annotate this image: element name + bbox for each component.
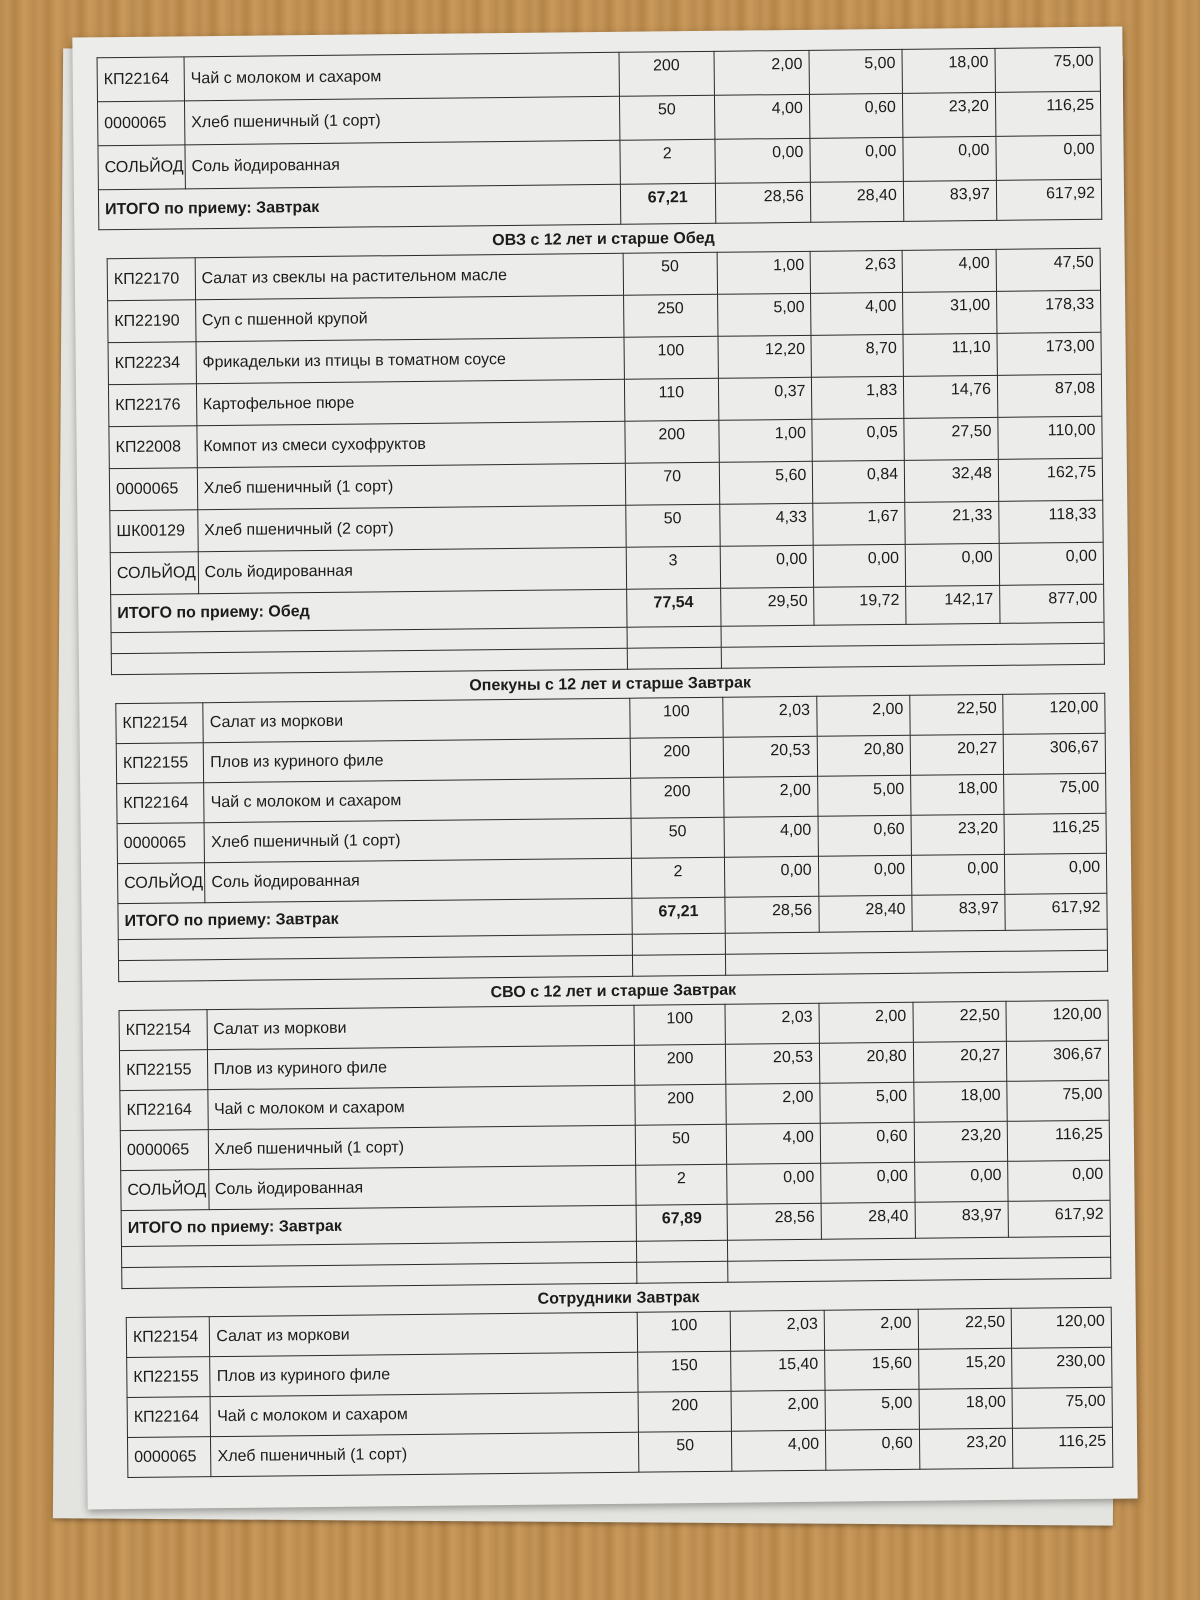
nutrition-value: 0,00 [818, 855, 912, 896]
nutrition-value: 27,50 [904, 417, 998, 460]
nutrition-value: 306,67 [1007, 1040, 1109, 1081]
dish-name: Хлеб пшеничный (1 сорт) [184, 96, 619, 145]
nutrition-value: 18,00 [913, 1081, 1007, 1122]
dish-name: Салат из моркови [210, 1312, 638, 1356]
nutrition-value: 15,20 [918, 1348, 1012, 1389]
dish-code: КП22164 [117, 783, 205, 824]
nutrition-value: 5,00 [809, 49, 902, 94]
nutrition-value: 0,00 [720, 545, 814, 588]
dish-code: КП22155 [116, 743, 204, 784]
dish-name: Чай с молоком и сахаром [204, 778, 631, 822]
nutrition-value: 0,00 [821, 1162, 915, 1203]
nutrition-value: 120,00 [1003, 693, 1105, 734]
dish-name: Хлеб пшеничный (2 сорт) [197, 505, 626, 551]
nutrition-value: 0,60 [809, 93, 902, 138]
empty-cell [627, 647, 721, 669]
empty-cell [632, 933, 726, 955]
portion-weight: 100 [624, 336, 718, 379]
nutrition-value: 8,70 [811, 334, 903, 377]
portion-weight: 200 [630, 737, 724, 778]
nutrition-value: 0,00 [905, 543, 999, 586]
dish-name: Чай с молоком и сахаром [184, 52, 619, 101]
nutrition-value: 12,20 [718, 335, 812, 378]
portion-weight: 200 [635, 1084, 727, 1125]
total-value: 28,40 [821, 1202, 915, 1239]
menu-table [107, 248, 1105, 675]
dish-code: КП22170 [107, 258, 195, 301]
dish-name: Чай с молоком и сахаром [207, 1085, 635, 1129]
nutrition-value: 2,00 [819, 1002, 913, 1043]
dish-name: Картофельное пюре [196, 379, 625, 425]
portion-weight: 2 [620, 139, 715, 184]
section-title: Сотрудники Завтрак [537, 1289, 700, 1308]
dish-code: КП22008 [109, 426, 197, 469]
nutrition-value: 230,00 [1012, 1347, 1112, 1388]
nutrition-value: 4,00 [811, 292, 903, 335]
section-title: Опекуны с 12 лет и старше Завтрак [469, 674, 752, 695]
dish-code: 0000065 [120, 1130, 208, 1171]
nutrition-value: 110,00 [998, 416, 1102, 459]
portion-weight: 100 [637, 1311, 731, 1352]
portion-weight: 50 [631, 817, 725, 858]
total-value: 19,72 [814, 586, 906, 625]
dish-code: КП22154 [126, 1317, 210, 1358]
dish-code: КП22154 [119, 1010, 207, 1051]
dish-name: Плов из куриного филе [204, 738, 631, 782]
menu-table [115, 693, 1108, 982]
portion-weight: 200 [630, 777, 724, 818]
nutrition-value: 0,84 [813, 460, 905, 503]
total-weight: 77,54 [626, 588, 720, 627]
nutrition-value: 120,00 [1011, 1307, 1111, 1348]
nutrition-value: 2,63 [811, 250, 903, 293]
dish-code: КП22164 [127, 1397, 211, 1438]
portion-weight: 200 [638, 1391, 732, 1432]
total-label: ИТОГО по приему: Обед [111, 589, 627, 632]
nutrition-value: 4,00 [714, 94, 809, 139]
dish-name: Соль йодированная [198, 547, 627, 593]
nutrition-value: 0,00 [911, 854, 1005, 895]
nutrition-value: 15,40 [731, 1350, 825, 1391]
nutrition-value: 5,60 [719, 461, 813, 504]
nutrition-value: 5,00 [825, 1389, 919, 1430]
dish-code: КП22176 [108, 384, 196, 427]
nutrition-value: 1,67 [813, 502, 905, 545]
nutrition-value: 0,60 [825, 1429, 919, 1470]
dish-code: СОЛЬЙОД [121, 1170, 209, 1211]
menu-table [119, 1000, 1112, 1289]
nutrition-value: 4,33 [719, 503, 813, 546]
portion-weight: 250 [623, 294, 717, 337]
nutrition-value: 0,60 [818, 815, 912, 856]
portion-weight: 200 [625, 420, 719, 463]
nutrition-value: 0,60 [820, 1122, 914, 1163]
nutrition-value: 0,00 [914, 1161, 1008, 1202]
section-title: СВО с 12 лет и старше Завтрак [490, 981, 737, 1002]
dish-name: Хлеб пшеничный (1 сорт) [208, 1125, 636, 1169]
nutrition-value: 0,00 [725, 856, 819, 897]
nutrition-value: 162,75 [998, 458, 1102, 501]
portion-weight: 3 [626, 546, 720, 589]
nutrition-value: 1,00 [717, 251, 811, 294]
portion-weight: 70 [625, 462, 719, 505]
nutrition-value: 23,20 [919, 1428, 1013, 1469]
nutrition-value: 5,00 [717, 293, 811, 336]
nutrition-value: 1,00 [719, 419, 813, 462]
nutrition-value: 75,00 [1007, 1080, 1109, 1121]
nutrition-value: 116,25 [1007, 1120, 1109, 1161]
dish-name: Плов из куриного филе [210, 1352, 638, 1396]
dish-name: Компот из смеси сухофруктов [197, 421, 626, 467]
portion-weight: 50 [626, 504, 720, 547]
nutrition-value: 11,10 [903, 333, 997, 376]
total-value: 28,40 [818, 895, 912, 932]
nutrition-value: 4,00 [724, 816, 818, 857]
total-label: ИТОГО по приему: Завтрак [98, 184, 620, 229]
nutrition-value: 23,20 [902, 92, 995, 137]
nutrition-value: 2,00 [731, 1390, 825, 1431]
nutrition-value: 173,00 [997, 332, 1101, 375]
total-value: 617,92 [1008, 1200, 1110, 1237]
nutrition-value: 14,76 [904, 375, 998, 418]
dish-code: 0000065 [117, 823, 205, 864]
dish-name: Чай с молоком и сахаром [210, 1392, 638, 1436]
total-weight: 67,89 [636, 1204, 728, 1241]
portion-weight: 150 [637, 1351, 731, 1392]
nutrition-value: 0,00 [810, 137, 903, 182]
portion-weight: 200 [619, 51, 714, 96]
portion-weight: 100 [630, 697, 724, 738]
nutrition-value: 2,03 [723, 696, 817, 737]
total-value: 28,56 [715, 182, 810, 223]
nutrition-value: 18,00 [919, 1388, 1013, 1429]
total-value: 28,56 [727, 1203, 821, 1240]
nutrition-value: 0,37 [718, 377, 812, 420]
nutrition-value: 20,53 [723, 736, 817, 777]
dish-name: Хлеб пшеничный (1 сорт) [211, 1432, 639, 1476]
total-value: 617,92 [1005, 893, 1107, 930]
nutrition-value: 0,00 [903, 136, 996, 181]
nutrition-value: 22,50 [918, 1308, 1012, 1349]
nutrition-value: 23,20 [914, 1121, 1008, 1162]
nutrition-value: 2,00 [824, 1309, 918, 1350]
menu-content [95, 47, 1114, 1478]
dish-code: СОЛЬЙОД [98, 145, 185, 190]
dish-name: Соль йодированная [208, 1165, 636, 1209]
nutrition-value: 4,00 [727, 1123, 821, 1164]
total-label: ИТОГО по приему: Завтрак [118, 898, 632, 939]
nutrition-value: 22,50 [913, 1001, 1007, 1042]
nutrition-value: 0,00 [727, 1163, 821, 1204]
nutrition-value: 0,00 [715, 138, 810, 183]
portion-weight: 50 [638, 1431, 732, 1472]
empty-cell [632, 954, 726, 976]
empty-cell [636, 1240, 728, 1262]
total-value: 28,56 [725, 896, 819, 933]
nutrition-value: 2,03 [731, 1310, 825, 1351]
total-weight: 67,21 [632, 897, 726, 934]
nutrition-value: 20,53 [726, 1043, 820, 1084]
nutrition-value: 2,00 [816, 695, 910, 736]
nutrition-value: 15,60 [825, 1349, 919, 1390]
nutrition-value: 5,00 [817, 775, 911, 816]
nutrition-value: 18,00 [902, 48, 995, 93]
dish-code: КП22164 [120, 1090, 208, 1131]
nutrition-value: 21,33 [905, 501, 999, 544]
section-title: ОВЗ с 12 лет и старше Обед [492, 229, 715, 250]
total-value: 617,92 [996, 179, 1102, 220]
dish-name: Соль йодированная [185, 140, 620, 189]
nutrition-value: 178,33 [996, 290, 1100, 333]
portion-weight: 110 [624, 378, 718, 421]
total-weight: 67,21 [620, 183, 715, 224]
dish-name: Хлеб пшеничный (1 сорт) [197, 463, 626, 509]
dish-code: 0000065 [127, 1437, 211, 1478]
dish-code: КП22155 [119, 1050, 207, 1091]
nutrition-value: 116,25 [1013, 1427, 1113, 1468]
dish-name: Плов из куриного филе [207, 1045, 635, 1089]
dish-name: Суп с пшенной крупой [195, 295, 624, 341]
dish-name: Салат из свеклы на растительном масле [195, 253, 624, 299]
total-value: 83,97 [912, 894, 1006, 931]
nutrition-value: 0,00 [999, 542, 1103, 585]
portion-weight: 50 [635, 1124, 727, 1165]
nutrition-value: 116,25 [995, 91, 1101, 136]
nutrition-value: 23,20 [911, 814, 1005, 855]
nutrition-value: 0,00 [814, 544, 906, 587]
dish-code: СОЛЬЙОД [110, 552, 198, 595]
portion-weight: 2 [636, 1164, 728, 1205]
nutrition-value: 1,83 [812, 376, 904, 419]
nutrition-value: 306,67 [1004, 733, 1106, 774]
nutrition-value: 20,80 [819, 1042, 913, 1083]
empty-cell [637, 1261, 729, 1283]
dish-name: Хлеб пшеничный (1 сорт) [204, 818, 631, 862]
total-value: 142,17 [906, 585, 1000, 624]
dish-code: КП22154 [116, 703, 204, 744]
nutrition-value: 118,33 [999, 500, 1103, 543]
nutrition-value: 75,00 [1004, 773, 1106, 814]
dish-code: 0000065 [109, 468, 197, 511]
nutrition-value: 2,00 [724, 776, 818, 817]
portion-weight: 2 [631, 857, 725, 898]
nutrition-value: 4,00 [732, 1430, 826, 1471]
nutrition-value: 120,00 [1006, 1000, 1108, 1041]
menu-table [97, 47, 1103, 231]
nutrition-value: 20,27 [910, 734, 1004, 775]
nutrition-value: 31,00 [903, 291, 997, 334]
nutrition-value: 116,25 [1004, 813, 1106, 854]
nutrition-value: 2,00 [726, 1083, 820, 1124]
dish-code: КП22234 [108, 342, 196, 385]
total-value: 877,00 [1000, 584, 1104, 623]
nutrition-value: 2,03 [725, 1003, 819, 1044]
portion-weight: 100 [634, 1004, 726, 1045]
total-label: ИТОГО по приему: Завтрак [121, 1205, 636, 1246]
portion-weight: 50 [623, 252, 717, 295]
nutrition-value: 2,00 [714, 50, 809, 95]
dish-code: КП22164 [97, 57, 184, 102]
dish-name: Салат из моркови [203, 698, 630, 742]
portion-weight: 200 [634, 1044, 726, 1085]
nutrition-value: 0,05 [812, 418, 904, 461]
nutrition-value: 87,08 [997, 374, 1101, 417]
portion-weight: 50 [619, 95, 714, 140]
nutrition-value: 0,00 [1005, 853, 1107, 894]
nutrition-value: 5,00 [820, 1082, 914, 1123]
dish-code: КП22190 [108, 300, 196, 343]
total-value: 29,50 [720, 587, 814, 626]
nutrition-value: 20,80 [817, 735, 911, 776]
dish-code: СОЛЬЙОД [117, 863, 205, 904]
nutrition-value: 0,00 [996, 135, 1102, 180]
nutrition-value: 4,00 [902, 249, 996, 292]
nutrition-value: 22,50 [910, 694, 1004, 735]
nutrition-value: 47,50 [996, 248, 1100, 291]
dish-code: ШК00129 [110, 510, 198, 553]
nutrition-value: 75,00 [995, 47, 1101, 92]
total-value: 28,40 [810, 181, 903, 222]
total-value: 83,97 [915, 1201, 1009, 1238]
menu-sheet [72, 27, 1137, 1510]
empty-cell [627, 626, 721, 648]
nutrition-value: 20,27 [913, 1041, 1007, 1082]
nutrition-value: 32,48 [904, 459, 998, 502]
nutrition-value: 18,00 [911, 774, 1005, 815]
dish-name: Салат из моркови [207, 1005, 635, 1049]
dish-code: 0000065 [97, 101, 184, 146]
menu-table [126, 1307, 1114, 1478]
dish-code: КП22155 [127, 1357, 211, 1398]
nutrition-value: 75,00 [1012, 1387, 1112, 1428]
nutrition-value: 0,00 [1008, 1160, 1110, 1201]
dish-name: Соль йодированная [205, 858, 632, 902]
total-value: 83,97 [903, 180, 996, 221]
dish-name: Фрикадельки из птицы в томатном соусе [196, 337, 625, 383]
